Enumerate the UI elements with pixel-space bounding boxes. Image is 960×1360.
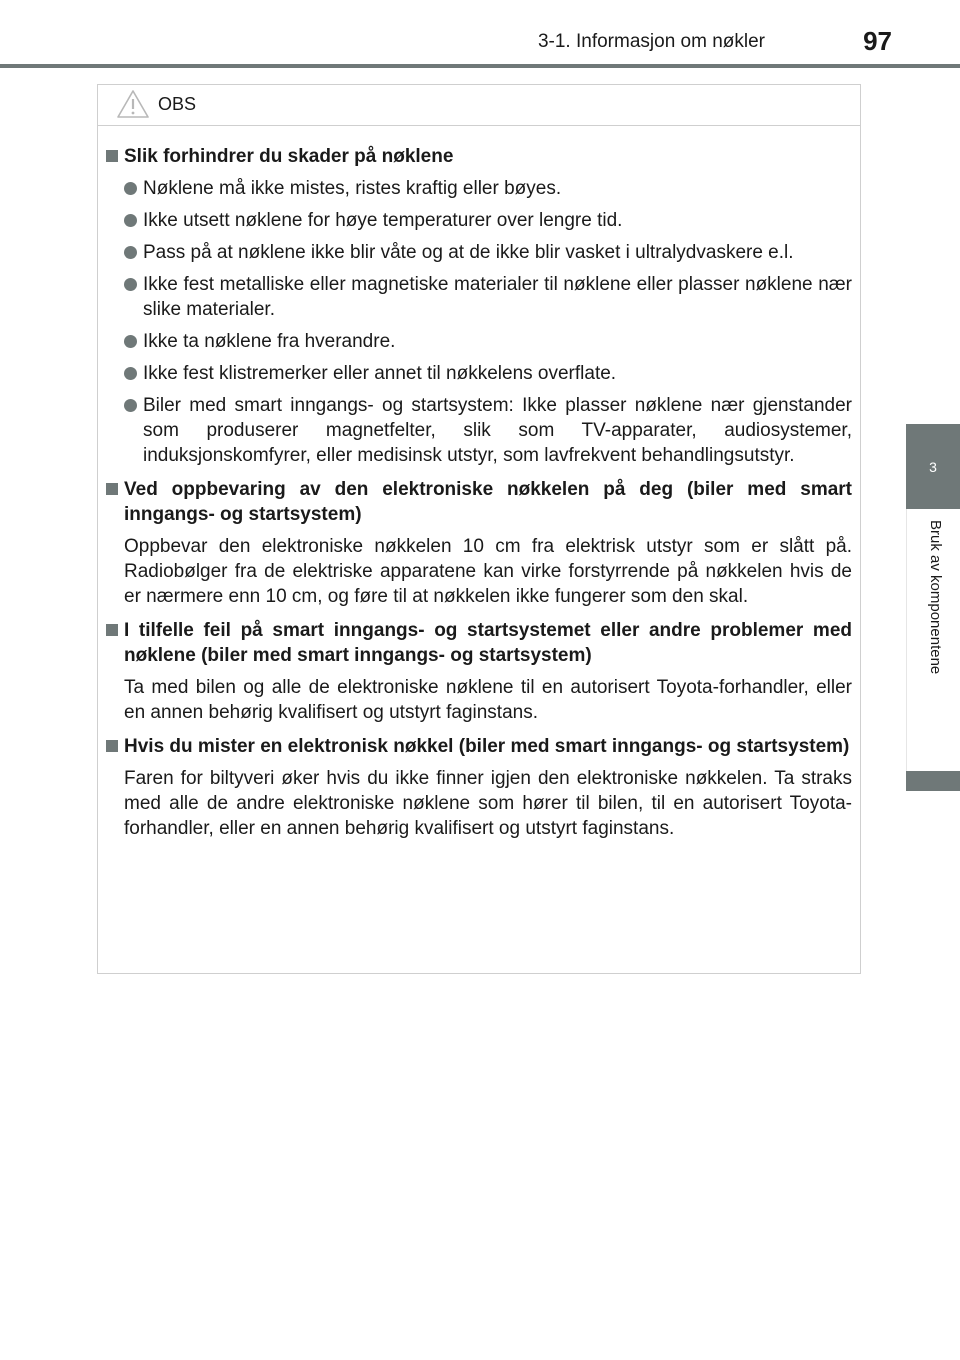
section-heading: Hvis du mister en elektronisk nøkkel (biler med smart inngangs- og startsystem) <box>105 734 852 759</box>
dot-bullet-icon <box>124 214 137 227</box>
list-item: Nøklene må ikke mistes, ristes kraftig eller bøyes. <box>105 176 852 201</box>
notice-section <box>105 618 852 725</box>
list-item: Ikke ta nøklene fra hverandre. <box>105 329 852 354</box>
header-divider <box>0 64 960 68</box>
dot-bullet-icon <box>124 399 137 412</box>
chapter-tab-bottom <box>906 771 960 791</box>
list-item: Ikke utsett nøklene for høye temperaturer over lengre tid. <box>105 208 852 233</box>
notice-label: OBS <box>158 94 197 114</box>
square-bullet-icon <box>106 624 118 636</box>
chapter-number-tab <box>906 424 960 509</box>
dot-bullet-icon <box>124 367 137 380</box>
square-bullet-icon <box>106 483 118 495</box>
section-title: 3-1. Informasjon om nøkler <box>537 31 765 52</box>
notice-body <box>98 126 860 841</box>
notice-section <box>105 734 852 841</box>
chapter-number: 3 <box>929 458 937 475</box>
square-bullet-icon <box>106 150 118 162</box>
notice-header <box>98 85 860 126</box>
warning-triangle-icon <box>116 89 150 119</box>
section-heading: I tilfelle feil på smart inngangs- og startsystemet eller andre problemer med nøklene (biler med smart inngangs- og startsystem) <box>105 618 852 668</box>
list-item: Pass på at nøklene ikke blir våte og at de ikke blir vasket i ultralydvaskere e.l. <box>105 240 852 265</box>
notice-section <box>105 477 852 609</box>
page-number: 97 <box>863 26 892 56</box>
square-bullet-icon <box>106 740 118 752</box>
section-heading: Slik forhindrer du skader på nøklene <box>105 144 852 169</box>
dot-bullet-icon <box>124 278 137 291</box>
notice-section <box>105 144 852 468</box>
section-paragraph: Faren for biltyveri øker hvis du ikke finner igjen den elektroniske nøkkelen. Ta straks med alle de andre elektroniske nøklene som hører til bilen, til en autorisert Toyota-forhandler, eller en annen behørig kvalifisert og utstyrt faginstans. <box>124 768 852 839</box>
list-item: Ikke fest klistremerker eller annet til nøkkelens overflate. <box>105 361 852 386</box>
section-paragraph: Oppbevar den elektroniske nøkkelen 10 cm fra elektrisk utstyr som er slått på. Radiobølger fra de elektriske apparatene kan virke forstyrrende på nøkkelen hvis de er nærmere enn 10 cm, og føre til at nøkkelen ikke fungerer som den skal. <box>124 536 852 607</box>
dot-bullet-icon <box>124 335 137 348</box>
dot-bullet-icon <box>124 246 137 259</box>
section-paragraph: Ta med bilen og alle de elektroniske nøklene til en autorisert Toyota-forhandler, eller en annen behørig kvalifisert og utstyrt faginstans. <box>124 677 852 723</box>
section-heading: Ved oppbevaring av den elektroniske nøkkelen på deg (biler med smart inngangs- og startsystem) <box>105 477 852 527</box>
list-item: Biler med smart inngangs- og startsystem: Ikke plasser nøklene nær gjenstander som produserer magnetfelter, slik som TV-apparater, audiosystemer, induksjonskomfyrer, eller medisinsk utstyr, som lavfrekvent behandlingsutstyr. <box>105 393 852 468</box>
chapter-label: Bruk av komponentene <box>927 520 944 675</box>
notice-box <box>97 84 861 974</box>
list-item: Ikke fest metalliske eller magnetiske materialer til nøklene eller plasser nøklene nær slike materialer. <box>105 272 852 322</box>
dot-bullet-icon <box>124 182 137 195</box>
